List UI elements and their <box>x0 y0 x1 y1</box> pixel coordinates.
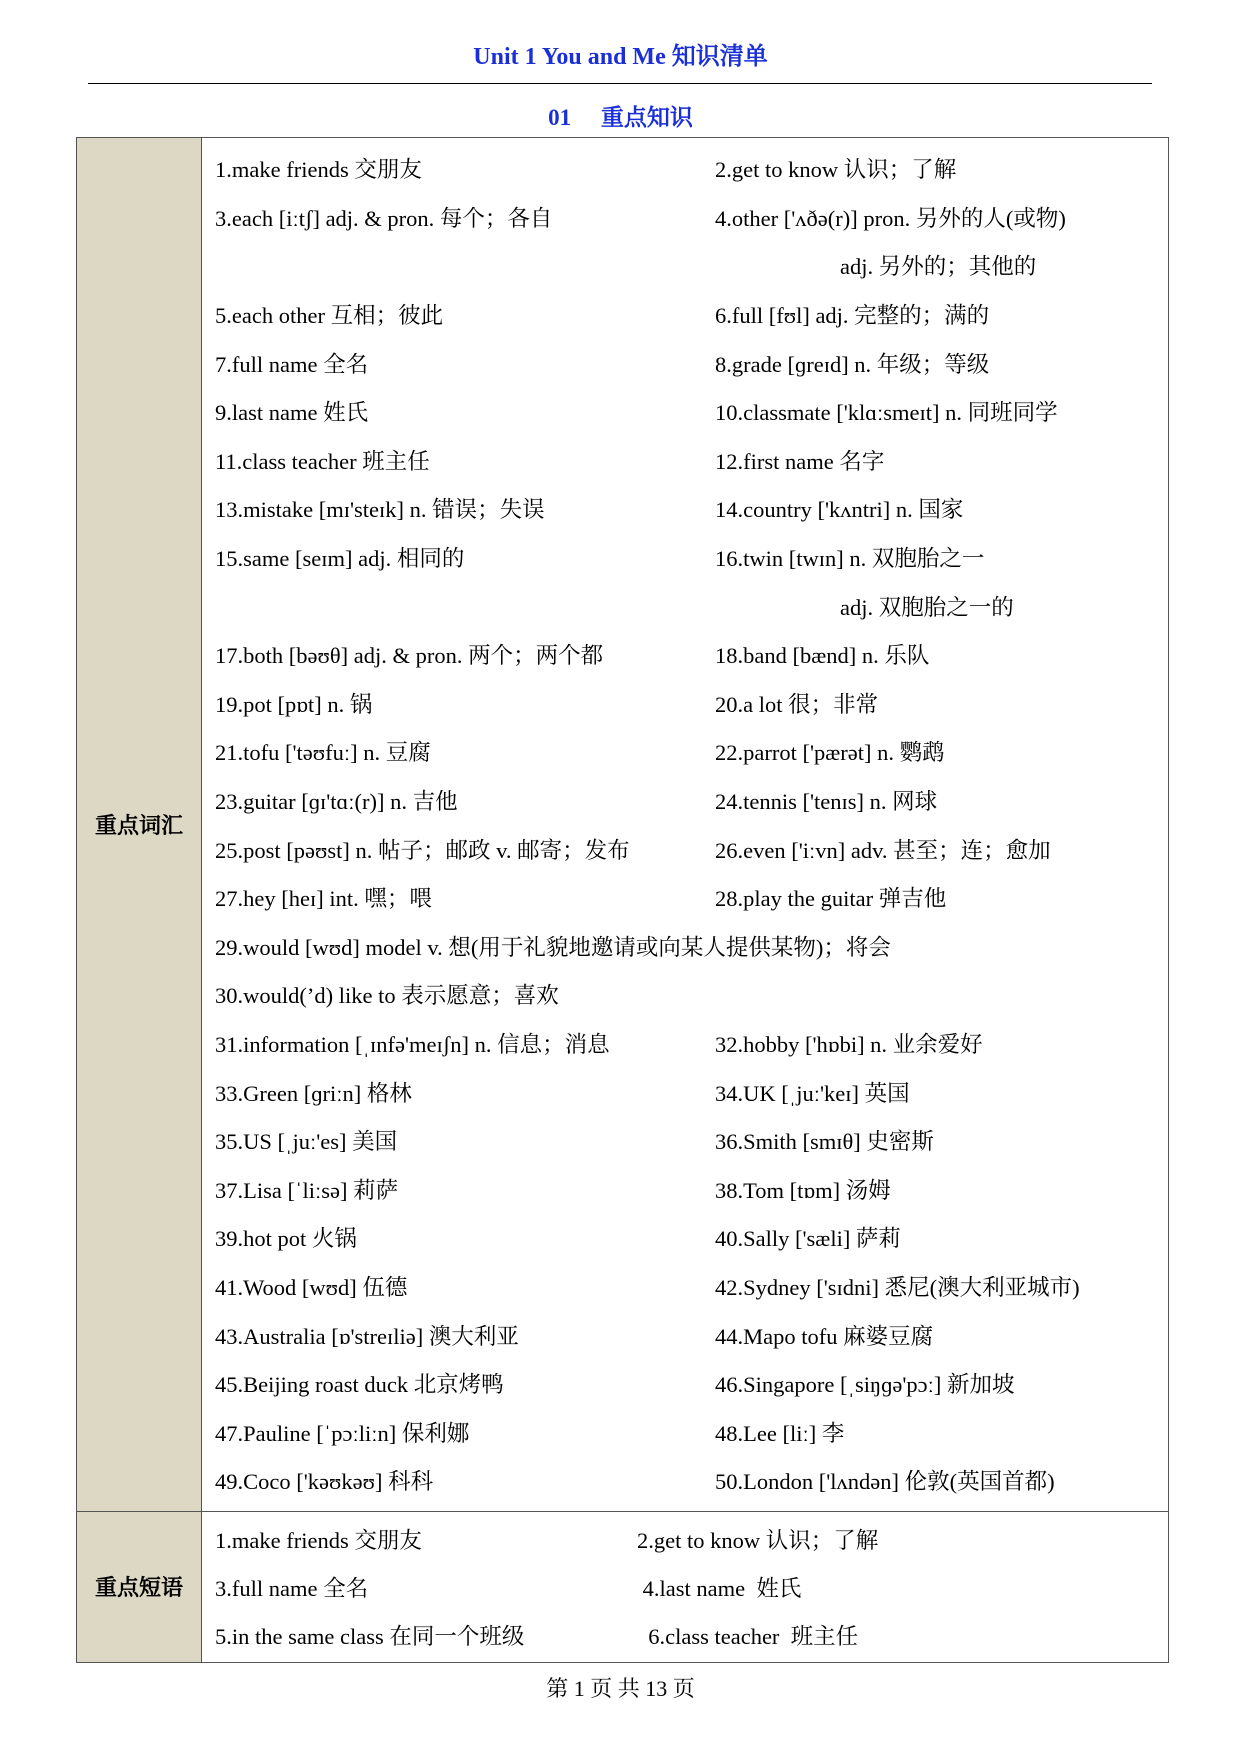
section-heading <box>0 99 1241 132</box>
phrase-entry: 2.get to know 认识；了解 <box>637 1527 879 1553</box>
vocab-entry: 20.a lot 很；非常 <box>715 691 879 717</box>
vocab-row <box>202 630 1168 679</box>
vocab-row <box>202 581 1168 630</box>
vocab-section <box>77 138 1169 1512</box>
vocab-row <box>202 338 1168 387</box>
vocab-row <box>202 776 1168 825</box>
vocab-entry: 42.Sydney ['sɪdni] 悉尼(澳大利亚城市) <box>715 1274 1080 1300</box>
phrase-content <box>202 1511 1169 1662</box>
vocab-entry: 40.Sally ['sæli] 萨莉 <box>715 1226 901 1252</box>
vocab-row <box>202 1019 1168 1068</box>
vocab-row <box>202 144 1168 193</box>
vocab-row <box>202 241 1168 290</box>
vocab-entry: 6.full [fʊl] adj. 完整的；满的 <box>715 303 990 329</box>
vocab-entry: 39.hot pot 火锅 <box>215 1226 357 1252</box>
vocab-entry: 12.first name 名字 <box>715 448 885 474</box>
phrase-row <box>202 1563 1168 1611</box>
phrase-entry: 5.in the same class 在同一个班级 <box>215 1623 525 1649</box>
vocab-entry: 21.tofu ['təʊfuː] n. 豆腐 <box>215 740 431 766</box>
vocab-entry: 9.last name 姓氏 <box>215 400 369 426</box>
vocab-entry: 43.Australia [ɒ'streɪliə] 澳大利亚 <box>215 1323 519 1349</box>
vocab-entry: 19.pot [pɒt] n. 锅 <box>215 691 373 717</box>
phrase-entry: 6.class teacher 班主任 <box>637 1623 859 1649</box>
vocab-entry: 34.UK [ˌjuː'keɪ] 英国 <box>715 1080 910 1106</box>
vocab-entry: 29.would [wʊd] model v. 想(用于礼貌地邀请或向某人提供某物)；将会 <box>215 934 891 960</box>
vocab-entry: 37.Lisa [ˈliːsə] 莉萨 <box>215 1177 399 1203</box>
phrase-label: 重点短语 <box>77 1511 202 1662</box>
vocab-entry: 13.mistake [mɪ'steɪk] n. 错误；失误 <box>215 497 545 523</box>
vocab-entry: 14.country ['kʌntri] n. 国家 <box>715 497 964 523</box>
vocab-entry: 48.Lee [liː] 李 <box>715 1420 845 1446</box>
vocab-entry: 27.hey [heɪ] int. 嘿；喂 <box>215 886 432 912</box>
vocab-row <box>202 193 1168 242</box>
phrase-row <box>202 1611 1168 1659</box>
vocab-entry: 32.hobby ['hɒbi] n. 业余爱好 <box>715 1031 983 1057</box>
vocab-row <box>202 922 1168 971</box>
vocab-entry: 35.US [ˌjuː'es] 美国 <box>215 1129 398 1155</box>
vocab-entry: 46.Singapore [ˌsiŋɡə'pɔː] 新加坡 <box>715 1372 1015 1398</box>
vocab-row <box>202 1116 1168 1165</box>
vocab-entry: 18.band [bænd] n. 乐队 <box>715 643 930 669</box>
phrase-entry: 4.last name 姓氏 <box>637 1575 802 1601</box>
vocab-row <box>202 436 1168 485</box>
vocab-entry: 11.class teacher 班主任 <box>215 448 430 474</box>
vocab-entry: 30.would(’d) like to 表示愿意；喜欢 <box>215 983 559 1009</box>
vocab-entry: 50.London ['lʌndən] 伦敦(英国首都) <box>715 1469 1055 1495</box>
vocab-entry: 23.guitar [ɡɪ'tɑː(r)] n. 吉他 <box>215 789 458 815</box>
vocab-row <box>202 824 1168 873</box>
vocab-content <box>202 138 1169 1512</box>
phrase-entry: 3.full name 全名 <box>215 1575 369 1601</box>
vocab-row <box>202 1262 1168 1311</box>
vocab-entry: 24.tennis ['tenɪs] n. 网球 <box>715 789 938 815</box>
vocab-entry: 26.even ['iːvn] adv. 甚至；连；愈加 <box>715 837 1051 863</box>
vocab-row <box>202 387 1168 436</box>
vocab-entry-continued: adj. 双胞胎之一的 <box>840 594 1014 620</box>
vocab-entry: 4.other ['ʌðə(r)] pron. 另外的人(或物) <box>715 205 1066 231</box>
vocab-entry: 47.Pauline [ˈpɔːliːn] 保利娜 <box>215 1420 470 1446</box>
vocab-row <box>202 1359 1168 1408</box>
vocab-row <box>202 970 1168 1019</box>
vocab-entry-continued: adj. 另外的；其他的 <box>840 254 1037 280</box>
vocab-entry: 41.Wood [wʊd] 伍德 <box>215 1274 408 1300</box>
vocab-entry: 25.post [pəʊst] n. 帖子；邮政 v. 邮寄；发布 <box>215 837 630 863</box>
vocab-label: 重点词汇 <box>77 138 202 1512</box>
vocab-row <box>202 1164 1168 1213</box>
vocab-entry: 22.parrot ['pærət] n. 鹦鹉 <box>715 740 945 766</box>
vocab-row <box>202 873 1168 922</box>
section-number: 01 <box>548 105 572 130</box>
vocab-entry: 38.Tom [tɒm] 汤姆 <box>715 1177 891 1203</box>
vocab-entry: 36.Smith [smɪθ] 史密斯 <box>715 1129 934 1155</box>
vocab-entry: 31.information [ˌɪnfə'meɪʃn] n. 信息；消息 <box>215 1031 610 1057</box>
vocab-row <box>202 1213 1168 1262</box>
vocab-row <box>202 533 1168 582</box>
page-footer: 第 1 页 共 13 页 <box>546 1676 695 1701</box>
vocab-row <box>202 1456 1168 1505</box>
vocab-entry: 8.grade [ɡreɪd] n. 年级；等级 <box>715 351 990 377</box>
vocab-entry: 28.play the guitar 弹吉他 <box>715 886 947 912</box>
vocab-entry: 44.Mapo tofu 麻婆豆腐 <box>715 1323 934 1349</box>
phrase-entry: 1.make friends 交朋友 <box>215 1527 422 1553</box>
section-title: 重点知识 <box>600 105 693 130</box>
vocab-entry: 45.Beijing roast duck 北京烤鸭 <box>215 1372 504 1398</box>
vocab-entry: 15.same [seɪm] adj. 相同的 <box>215 546 465 572</box>
vocab-entry: 17.both [bəʊθ] adj. & pron. 两个；两个都 <box>215 643 604 669</box>
phrase-section <box>77 1511 1169 1662</box>
vocab-entry: 1.make friends 交朋友 <box>215 157 422 183</box>
vocab-entry: 33.Green [ɡriːn] 格林 <box>215 1080 412 1106</box>
document-title: Unit 1 You and Me 知识清单 <box>473 44 768 70</box>
vocab-row <box>202 1310 1168 1359</box>
vocab-row <box>202 679 1168 728</box>
vocab-row <box>202 727 1168 776</box>
vocab-row <box>202 1067 1168 1116</box>
vocab-entry: 7.full name 全名 <box>215 351 369 377</box>
vocab-entry: 10.classmate ['klɑːsmeɪt] n. 同班同学 <box>715 400 1058 426</box>
vocab-entry: 3.each [iːtʃ] adj. & pron. 每个；各自 <box>215 205 553 231</box>
vocab-entry: 16.twin [twɪn] n. 双胞胎之一 <box>715 546 985 572</box>
vocab-row <box>202 1407 1168 1456</box>
phrase-row <box>202 1515 1168 1563</box>
vocab-row <box>202 290 1168 339</box>
header-rule <box>88 83 1152 84</box>
vocab-entry: 49.Coco ['kəʊkəʊ] 科科 <box>215 1469 434 1495</box>
vocab-entry: 2.get to know 认识；了解 <box>715 157 957 183</box>
vocab-row <box>202 484 1168 533</box>
vocab-entry: 5.each other 互相；彼此 <box>215 303 444 329</box>
knowledge-table <box>76 137 1169 1663</box>
